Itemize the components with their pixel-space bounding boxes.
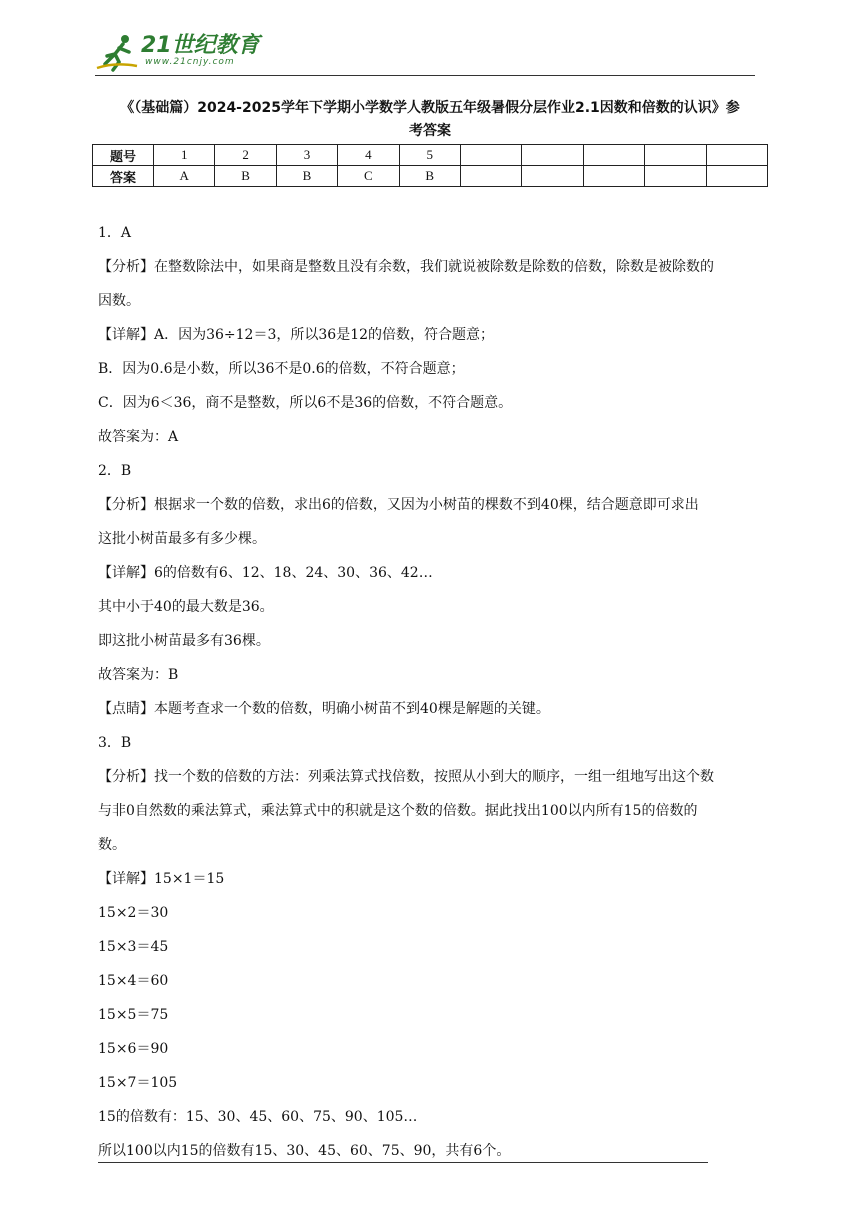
detail-line: 15×7＝105: [98, 1075, 178, 1091]
logo-title: 21世纪教育: [141, 33, 260, 58]
question-number-cell: 5: [399, 145, 460, 166]
detail-line: 【详解】15×1＝15: [98, 871, 225, 887]
answer-cell: [460, 166, 521, 187]
question-number-cell: [583, 145, 644, 166]
question-number-row: [93, 145, 768, 166]
detail-line: 其中小于40的最大数是36。: [98, 599, 274, 615]
detail-line: 【详解】A．因为36÷12＝3，所以36是12的倍数，符合题意；: [98, 327, 495, 343]
analysis-line: 【分析】在整数除法中，如果商是整数且没有余数，我们就说被除数是除数的倍数，除数是被除数的: [98, 259, 714, 275]
question-number-cell: 3: [276, 145, 337, 166]
analysis-line: 因数。: [98, 293, 140, 309]
detail-line: 所以100以内15的倍数有15、30、45、60、75、90，共有6个。: [98, 1143, 511, 1159]
detail-line: C．因为6＜36，商不是整数，所以6不是36的倍数，不符合题意。: [98, 395, 513, 411]
question-number-cell: 1: [154, 145, 215, 166]
answer-heading-3: 3．B: [98, 735, 132, 751]
answer-heading-2: 2．B: [98, 463, 132, 479]
detail-line: B．因为0.6是小数，所以36不是0.6的倍数，不符合题意；: [98, 361, 465, 377]
footer-divider: [98, 1162, 708, 1163]
detail-line: 15×2＝30: [98, 905, 169, 921]
answer-cell: C: [338, 166, 399, 187]
conclusion-line: 故答案为：B: [98, 667, 179, 683]
question-number-cell: 2: [215, 145, 276, 166]
question-number-cell: 4: [338, 145, 399, 166]
answer-explanations: [98, 216, 770, 1168]
answer-cell: B: [215, 166, 276, 187]
question-number-cell: [522, 145, 583, 166]
detail-line: 【详解】6的倍数有6、12、18、24、30、36、42…: [98, 565, 433, 581]
answer-cell: [706, 166, 767, 187]
analysis-line: 数。: [98, 837, 126, 853]
detail-line: 15×5＝75: [98, 1007, 169, 1023]
logo: [95, 34, 260, 72]
question-number-cell: [460, 145, 521, 166]
analysis-line: 【分析】根据求一个数的倍数，求出6的倍数，又因为小树苗的棵数不到40棵，结合题意即可求出: [98, 497, 699, 513]
answer-cell: [522, 166, 583, 187]
detail-line: 15×6＝90: [98, 1041, 169, 1057]
answer-cell: A: [154, 166, 215, 187]
title-line-1: 《（基础篇）2024-2025学年下学期小学数学人教版五年级暑假分层作业2.1因数和倍数的认识》参: [120, 100, 740, 116]
conclusion-line: 故答案为：A: [98, 429, 179, 445]
detail-line: 15的倍数有：15、30、45、60、75、90、105…: [98, 1109, 418, 1125]
answer-cell: B: [399, 166, 460, 187]
page-title: [95, 97, 765, 143]
detail-line: 15×3＝45: [98, 939, 169, 955]
header-divider: [95, 75, 755, 76]
detail-line: 15×4＝60: [98, 973, 169, 989]
runner-logo-icon: [95, 34, 139, 72]
answer-heading-1: 1．A: [98, 225, 132, 241]
answer-row: [93, 166, 768, 187]
answer-cell: B: [276, 166, 337, 187]
logo-url: www.21cnjy.com: [145, 57, 235, 67]
analysis-line: 与非0自然数的乘法算式，乘法算式中的积就是这个数的倍数。据此找出100以内所有15的倍数的: [98, 803, 698, 819]
page-header: [95, 30, 755, 78]
analysis-line: 这批小树苗最多有多少棵。: [98, 531, 266, 547]
detail-line: 即这批小树苗最多有36棵。: [98, 633, 270, 649]
question-number-cell: [706, 145, 767, 166]
comment-line: 【点睛】本题考查求一个数的倍数，明确小树苗不到40棵是解题的关键。: [98, 701, 550, 717]
row-label-answer: 答案: [93, 166, 154, 187]
answer-cell: [645, 166, 706, 187]
row-label-number: 题号: [93, 145, 154, 166]
answer-cell: [583, 166, 644, 187]
answer-table: [92, 144, 768, 187]
question-number-cell: [645, 145, 706, 166]
analysis-line: 【分析】找一个数的倍数的方法：列乘法算式找倍数，按照从小到大的顺序，一组一组地写出这个数: [98, 769, 714, 785]
title-line-2: 考答案: [409, 123, 451, 139]
